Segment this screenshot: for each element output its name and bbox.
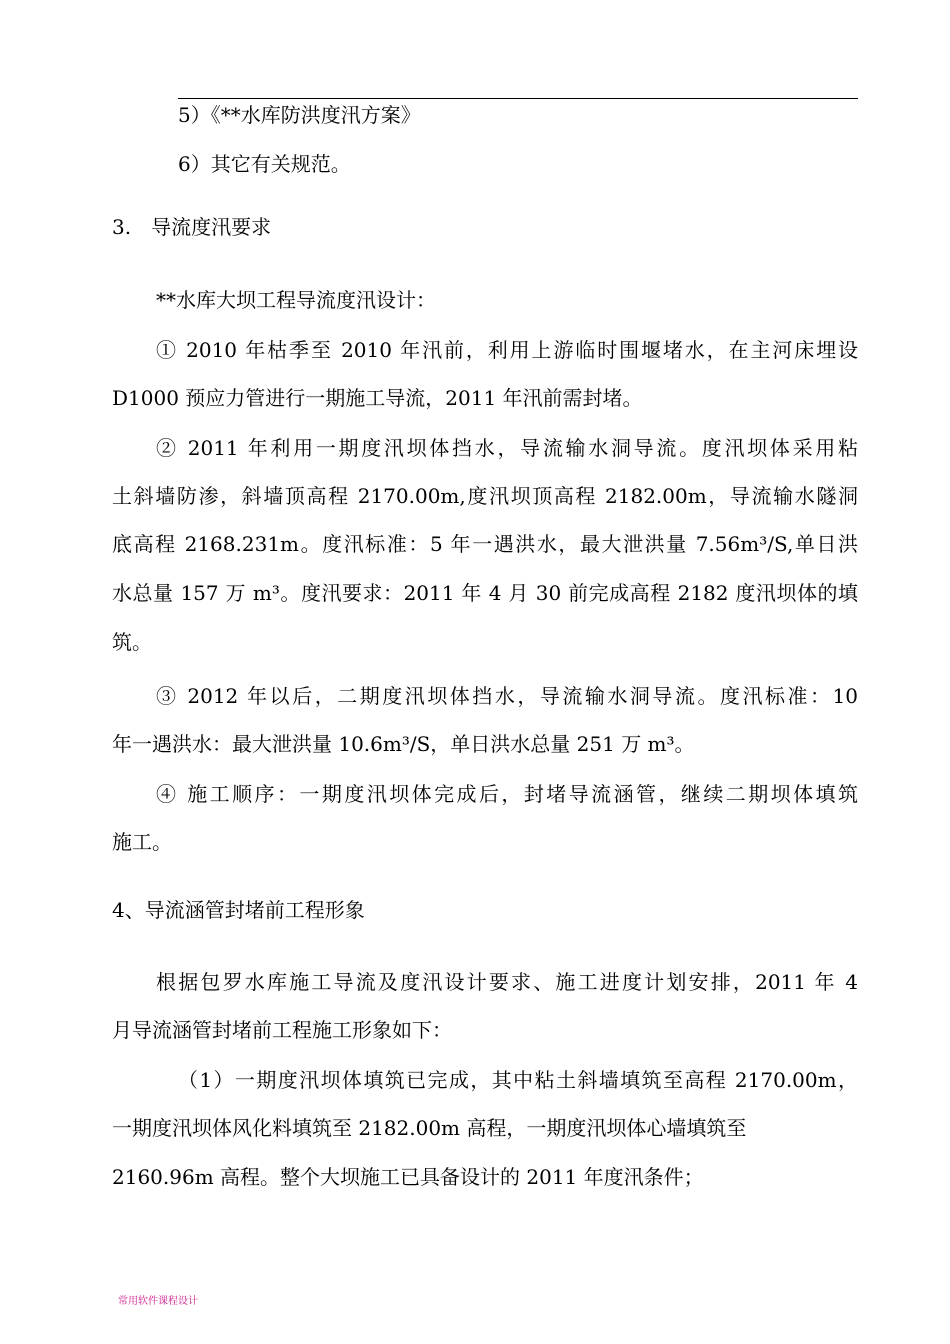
paragraph-line: 土斜墙防渗，斜墙顶高程 2170.00m,度汛坝顶高程 2182.00m，导流输水隧洞	[112, 484, 858, 508]
paragraph-line: 根据包罗水库施工导流及度汛设计要求、施工进度计划安排，2011 年 4	[156, 970, 858, 994]
paragraph-line: 月导流涵管封堵前工程施工形象如下：	[112, 1018, 452, 1042]
list-item-6: 6）其它有关规范。	[178, 152, 351, 176]
paragraph-line: 2160.96m 高程。整个大坝施工已具备设计的 2011 年度汛条件；	[112, 1165, 704, 1189]
list-item-5: 5）《**水库防洪度汛方案》	[178, 103, 421, 127]
paragraph-line: 一期度汛坝体风化料填筑至 2182.00m 高程，一期度汛坝体心墙填筑至	[112, 1116, 747, 1140]
paragraph-line: D1000 预应力管进行一期施工导流，2011 年汛前需封堵。	[112, 386, 643, 410]
design-intro: **水库大坝工程导流度汛设计：	[156, 288, 436, 312]
header-rule	[178, 98, 858, 99]
footer-watermark: 常用软件课程设计	[118, 1296, 198, 1307]
paragraph-line: 底高程 2168.231m。度汛标准：5 年一遇洪水，最大泄洪量 7.56m³/S,单日洪	[112, 532, 858, 556]
paragraph-line: 施工。	[112, 830, 172, 854]
paragraph-line: ③ 2012 年以后，二期度汛坝体挡水，导流输水洞导流。度汛标准：10	[156, 684, 858, 708]
paragraph-line: 筑。	[112, 630, 152, 654]
section-heading-4: 4、导流涵管封堵前工程形象	[112, 898, 365, 922]
paragraph-line: ④ 施工顺序：一期度汛坝体完成后，封堵导流涵管，继续二期坝体填筑	[156, 782, 858, 806]
paragraph-line: 水总量 157 万 m³。度汛要求：2011 年 4 月 30 前完成高程 2182 度汛坝体的填	[112, 581, 858, 605]
paragraph-line: ① 2010 年枯季至 2010 年汛前，利用上游临时围堰堵水，在主河床埋设	[156, 338, 858, 362]
section-heading-3: 3. 导流度汛要求	[112, 215, 272, 239]
paragraph-line: ② 2011 年利用一期度汛坝体挡水，导流输水洞导流。度汛坝体采用粘	[156, 436, 858, 460]
paragraph-line: 年一遇洪水：最大泄洪量 10.6m³/S，单日洪水总量 251 万 m³。	[112, 732, 695, 756]
paragraph-line: （1）一期度汛坝体填筑已完成，其中粘土斜墙填筑至高程 2170.00m，	[178, 1068, 858, 1092]
